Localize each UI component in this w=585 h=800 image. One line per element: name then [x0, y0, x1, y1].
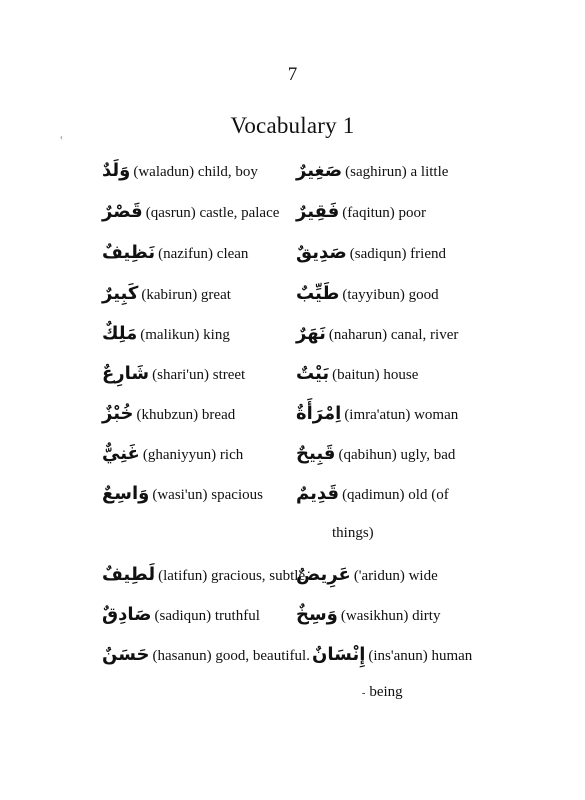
transliteration-meaning: (shari'un) street	[152, 367, 246, 383]
arabic-word: قَبِيحٌ	[296, 443, 336, 464]
continuation-dot: -	[362, 688, 366, 699]
transliteration-meaning: (kabirun) great	[141, 287, 231, 303]
arabic-word: خُبْزٌ	[102, 403, 134, 424]
vocab-entry-insanun	[312, 645, 472, 666]
transliteration-meaning: (qasrun) castle, palace	[145, 205, 280, 221]
vocab-entry-faqitun	[296, 202, 426, 223]
arabic-word: وَسِخٌ	[296, 604, 338, 625]
vocab-continuation-qadimun: things)	[332, 525, 374, 541]
transliteration-meaning: (sadiqun) truthful	[154, 608, 260, 624]
arabic-word: مَلِكٌ	[102, 323, 138, 344]
transliteration-meaning: (malikun) king	[140, 327, 230, 343]
transliteration-meaning: (faqitun) poor	[342, 205, 427, 221]
vocab-entry-kabirun	[102, 284, 231, 305]
vocab-entry-naharun	[296, 324, 458, 345]
vocab-entry-sadiqun-truthful	[102, 605, 260, 626]
vocab-entry-qasrun	[102, 202, 279, 223]
vocab-entry-ghaniyyun	[102, 444, 243, 465]
arabic-word: نَهَرٌ	[296, 323, 326, 344]
arabic-word: وَاسِعٌ	[102, 483, 150, 504]
arabic-word: حَسَنٌ	[102, 644, 150, 665]
vocab-entry-imraatun	[296, 404, 458, 425]
arabic-word: شَارِعٌ	[102, 363, 150, 384]
arabic-word: فَقِيرٌ	[296, 201, 340, 222]
arabic-word: وَلَدٌ	[102, 160, 131, 181]
transliteration-meaning: (wasi'un) spacious	[152, 487, 263, 503]
transliteration-meaning: (sadiqun) friend	[349, 246, 446, 262]
vocab-entry-saghirun	[296, 161, 448, 182]
vocab-continuation-insanun	[362, 684, 403, 701]
vocab-entry-shariun	[102, 364, 245, 385]
vocab-entry-khubzun	[102, 404, 235, 425]
transliteration-meaning: (saghirun) a little	[345, 164, 449, 180]
arabic-word: طَيِّبٌ	[296, 283, 340, 304]
vocab-entry-qabihun	[296, 444, 455, 465]
transliteration-meaning: (tayyibun) good	[342, 287, 439, 303]
arabic-word: عَرِيضٌ	[296, 564, 351, 585]
margin-mark: ‹	[60, 132, 63, 142]
vocab-entry-hasanun	[102, 645, 310, 666]
transliteration-meaning: (imra'atun) woman	[344, 407, 459, 423]
vocab-entry-waladun	[102, 161, 258, 182]
transliteration-meaning: (hasanun) good, beautiful.	[152, 648, 310, 664]
transliteration-meaning: ('aridun) wide	[353, 568, 438, 584]
transliteration-meaning: (wasikhun) dirty	[340, 608, 441, 624]
vocab-entry-wasiun	[102, 484, 263, 505]
transliteration-meaning: (nazifun) clean	[158, 246, 249, 262]
transliteration-meaning: (baitun) house	[332, 367, 419, 383]
vocab-entry-wasikhun	[296, 605, 440, 626]
arabic-word: لَطِيفٌ	[102, 564, 156, 585]
transliteration-meaning: (qabihun) ugly, bad	[338, 447, 456, 463]
page-number: 7	[287, 64, 298, 85]
page-title: Vocabulary 1	[230, 113, 355, 138]
arabic-word: بَيْتٌ	[296, 363, 330, 384]
arabic-word: كَبِيرٌ	[102, 283, 139, 304]
vocab-entry-aridun	[296, 565, 438, 586]
vocab-entry-sadiqun-friend	[296, 243, 446, 264]
transliteration-meaning: (latifun) gracious, subtle	[158, 568, 306, 584]
transliteration-meaning: (khubzun) bread	[136, 407, 236, 423]
vocab-entry-latifun	[102, 565, 305, 586]
arabic-word: غَنِيٌّ	[102, 443, 140, 464]
continuation-text: being	[369, 684, 403, 700]
vocab-entry-tayyibun	[296, 284, 439, 305]
transliteration-meaning: (ins'anun) human	[368, 648, 473, 664]
arabic-word: قَصْرٌ	[102, 201, 143, 222]
vocab-entry-malikun	[102, 324, 230, 345]
arabic-word: قَدِيمٌ	[296, 483, 340, 504]
arabic-word: اِمْرَأَةٌ	[296, 403, 342, 424]
transliteration-meaning: (qadimun) old (of	[342, 487, 449, 503]
arabic-word: إِنْسَانٌ	[312, 644, 366, 665]
transliteration-meaning: (waladun) child, boy	[133, 164, 258, 180]
arabic-word: صَدِيقٌ	[296, 242, 347, 263]
vocab-entry-nazifun	[102, 243, 248, 264]
transliteration-meaning: (ghaniyyun) rich	[142, 447, 244, 463]
arabic-word: نَظِيفٌ	[102, 242, 156, 263]
vocab-entry-qadimun	[296, 484, 449, 505]
arabic-word: صَادِقٌ	[102, 604, 152, 625]
transliteration-meaning: (naharun) canal, river	[328, 327, 459, 343]
arabic-word: صَغِيرٌ	[296, 160, 343, 181]
vocab-entry-baitun	[296, 364, 418, 385]
